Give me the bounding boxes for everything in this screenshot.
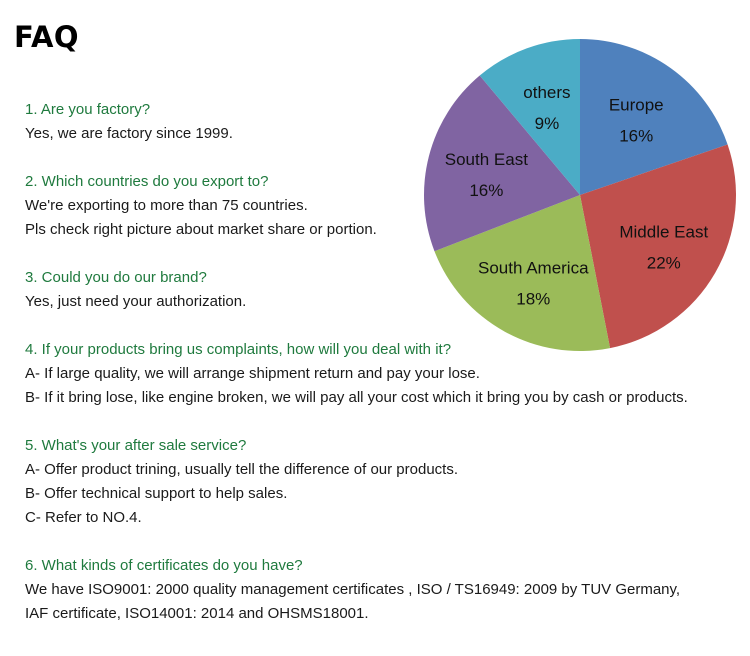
pie-value-europe: 16% — [619, 126, 654, 146]
pie-label-south-east: South East — [444, 149, 528, 169]
faq-answer: A- Offer product trining, usually tell the difference of our products. — [25, 461, 459, 478]
faq-question: 2. Which countries do you export to? — [25, 173, 269, 190]
faq-answer: C- Refer to NO.4. — [25, 509, 142, 526]
pie-chart-svg — [415, 32, 745, 362]
page-title: FAQ — [14, 20, 80, 54]
pie-label-south-america: South America — [477, 258, 589, 278]
faq-item-6 — [25, 554, 725, 626]
pie-value-middle-east: 22% — [646, 253, 681, 273]
faq-question: 4. If your products bring us complaints, how will you deal with it? — [25, 341, 452, 358]
market-share-pie-chart — [415, 32, 745, 362]
faq-question: 5. What's your after sale service? — [25, 437, 247, 454]
faq-question: 3. Could you do our brand? — [25, 269, 207, 286]
pie-label-europe: Europe — [608, 95, 664, 115]
faq-answer: A- If large quality, we will arrange shipment return and pay your lose. — [25, 365, 480, 382]
pie-value-south-america: 18% — [516, 289, 551, 309]
faq-answer: B- Offer technical support to help sales. — [25, 485, 288, 502]
faq-answer: Yes, we are factory since 1999. — [25, 125, 233, 142]
faq-question: 1. Are you factory? — [25, 101, 151, 118]
faq-answer: Pls check right picture about market share or portion. — [25, 221, 377, 238]
pie-value-south-east: 16% — [469, 180, 504, 200]
pie-value-others: 9% — [534, 114, 560, 134]
faq-answer: B- If it bring lose, like engine broken, we will pay all your cost which it bring you by cash or products. — [25, 389, 688, 406]
faq-item-5 — [25, 434, 725, 530]
pie-label-others: others — [523, 83, 571, 103]
pie-label-middle-east: Middle East — [619, 222, 709, 242]
faq-answer: IAF certificate, ISO14001: 2014 and OHSMS18001. — [25, 605, 369, 622]
faq-question: 6. What kinds of certificates do you have? — [25, 557, 303, 574]
faq-answer: We're exporting to more than 75 countries. — [25, 197, 308, 214]
faq-answer: We have ISO9001: 2000 quality management certificates , ISO / TS16949: 2009 by TUV Germany, — [25, 581, 681, 598]
faq-answer: Yes, just need your authorization. — [25, 293, 247, 310]
